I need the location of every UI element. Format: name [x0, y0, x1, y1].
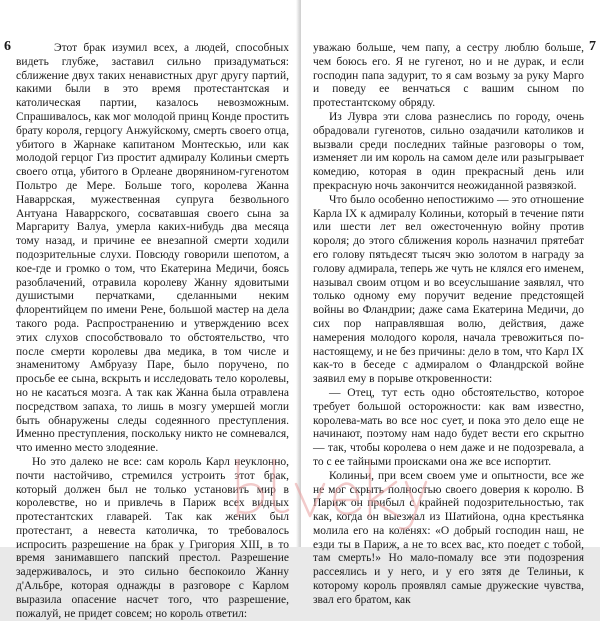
paragraph: — Отец, тут есть одно обстоятельство, которое требует большой осторожности: как вам известно, королева-мать во все нос сует, и пока это дело еще не начинают, поэтому нам надо будет вести его скрытно — так, чтобы королева о нем даже и не подозревала, а то с ее тайными происками она же все испортит.: [313, 386, 584, 468]
right-page-number: 7: [589, 39, 596, 54]
paragraph: Из Лувра эти слова разнеслись по городу, очень обрадовали гугенотов, сильно озадачили католиков и вызвали среди последних тайные разговоры о том, изменяет ли им король на самом деле или разыгрывает комедию, которая в один прекрасный день или прекрасную ночь закончится неожиданной развязкой.: [313, 110, 584, 192]
right-page-text: [313, 42, 584, 608]
left-page-number: 6: [4, 39, 11, 54]
paragraph: Колиньи, при всем своем уме и опытности, все же не мог скрыть полностью своего доверия к королю. В Париж он прибыл с крайней подозрительностью, так как, когда он выезжал из Шатийона, одна крестьянка молила его на коленях: «О добрый господин наш, не езди ты в Париж, а не то всех вас, кто поедет с тобой, там смерть!» Но мало-помалу все эти подозрения рассеялись и у него, и у его зятя де Телиньи, к которому король проявлял самые дружеские чувства, звал его братом, как: [313, 469, 584, 606]
paragraph: уважаю больше, чем папу, а сестру люблю больше, чем боюсь его. Я не гугенот, но и не дурак, и если господин папа задурит, то я сам возьму за руку Марго и поведу ее венчаться с вашим сыном по протестантскому обряду.: [313, 42, 584, 110]
paragraph: Что было особенно непостижимо — это отношение Карла IX к адмиралу Колиньи, который в течение пяти или шести лет вел ожесточенную войну против короля; до этого сближения король назначил прятебат его голову пятьдесят тысяч экю золотом в награду за голову адмирала, теперь же чуть не клялся его именем, называл своим отцом и во всеуслышание заявлял, что только одному ему поручит ведение предстоящей войны во Фландрии; даже сама Екатерина Медичи, до сих пор направлявшая волю, действия, даже намерения молодого короля, начала тревожиться по-настоящему, и не без причины: дело в том, что Карл IX как-то в беседе с адмиралом о Фландрской войне заявил ему в порыве откровенности:: [313, 193, 584, 386]
right-page: [301, 0, 600, 606]
paragraph: Этот брак изумил всех, а людей, способных видеть глубже, заставил сильно призадуматься: сближение двух таких ненавистных друг другу партий, какими были в это время протестантская и католическая партии, казалось невозможным. Спрашивалось, как мог молодой принц Конде простить брату короля, герцогу Анжуйскому, смерть своего отца, убитого в Жарнаке капитаном Монтескью, или как молодой герцог Гиз простит адмиралу Колиньи смерть своего отца, убитого в Орлеане дворянином-гугенотом Польтро де Мере. Больше того, королева Жанна Наваррская, мужественная супруга безвольного Антуана Наваррского, сосватавшая своего сына за Маргариту Валуа, умерла каких-нибудь два месяца тому назад, и причине ее внезапной смерти ходили подозрительные слухи. Повсюду говорили шепотом, а кое-где и громко о том, что Екатерина Медичи, боясь разоблачений, отравила королеву Жанну ядовитыми душистыми перчатками, сделанными неким флорентийцем по имени Рене, большой мастер на дела такого рода. Распространению и утверждению всех этих слухов способствовало то обстоятельство, что после смерти королевы два медика, в том числе и знаменитому Амбруазу Паре, было поручено, по просьбе ее сына, вскрыть и исследовать тело королевы, но не касаться мозга. А так как Жанна была отравлена посредством запаха, то лишь в мозгу умершей могли быть обнаружены следы содеянного преступления. Именно преступления, поскольку никто не сомневался, что именно место злодеяние.: [16, 42, 289, 455]
paragraph: Но это далеко не все: сам король Карл неуклонно, почти настойчиво, стремился устроить этот брак, который должен был не только установить мир в королевстве, но и привлечь в Париж всех видных протестантских главарей. Так как жених был протестант, а невеста католичка, то требовалось испросить разрешение на брак у Григория XIII, в то время занимавшего папский престол. Разрешение задерживалось, и это сильно беспокоило Жанну д'Альбре, которая однажды в разговоре с Карлом выразила опасение насчет того, что разрешение, пожалуй, не придет совсем; но король ответил:: [16, 455, 289, 620]
left-page-text: [16, 42, 289, 621]
left-page: [0, 0, 299, 620]
